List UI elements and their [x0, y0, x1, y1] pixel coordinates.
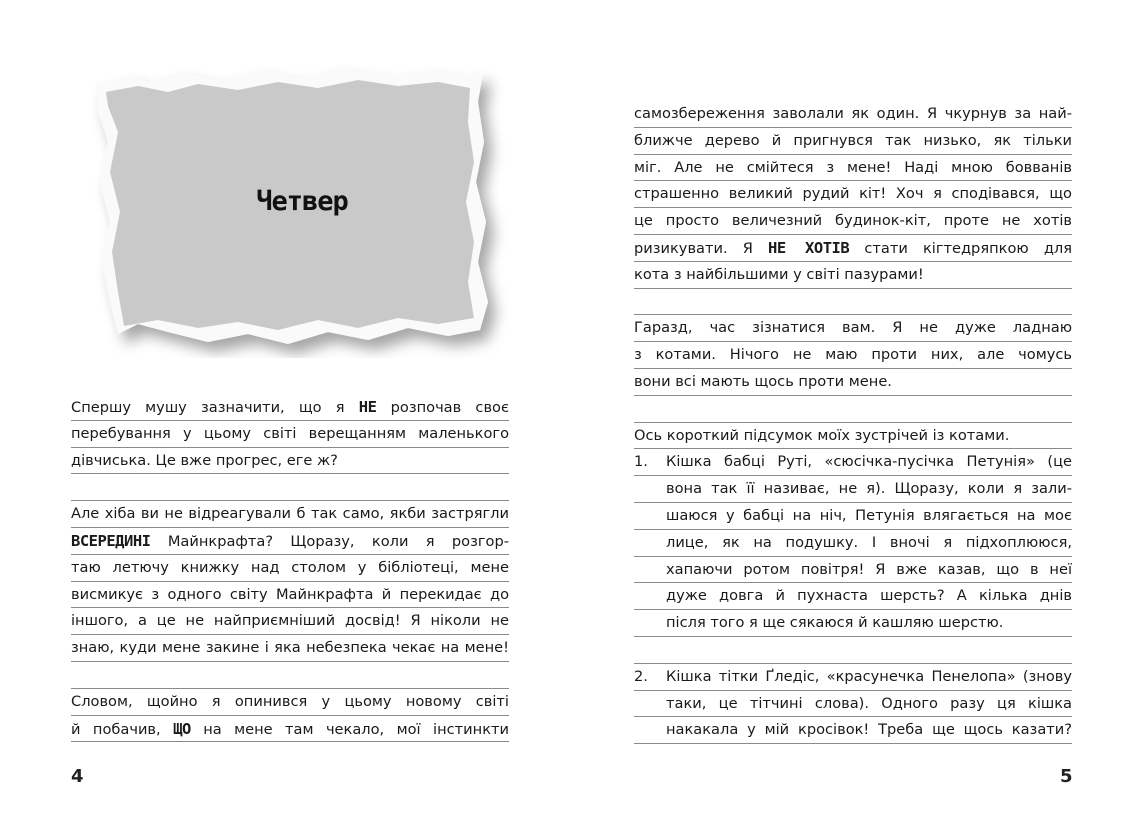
line-text [634, 208, 1072, 234]
chapter-title-card [88, 62, 516, 358]
text-span: Гаразд, час зізнатися вам. Я не дуже ладнаю [634, 319, 1072, 337]
line-text [666, 664, 1072, 690]
left-page-text [71, 394, 509, 742]
text-line [634, 530, 1072, 557]
text-line [71, 394, 509, 421]
text-span: Словом, щойно я опинився у цьому новому світі [71, 692, 509, 710]
list-number: 1. [634, 453, 648, 471]
text-line [71, 448, 509, 475]
line-text [634, 637, 1072, 663]
text-line [71, 582, 509, 609]
line-text [71, 689, 509, 715]
page-number-left: 4 [71, 766, 84, 787]
line-text [634, 423, 1072, 449]
text-line [634, 101, 1072, 128]
text-span: Майнкрафта? Щоразу, коли я розгор- [150, 532, 509, 550]
line-text [71, 716, 509, 742]
text-span: перебування у цьому світі верещанням маленького [71, 424, 509, 442]
blank-ruled-line [634, 396, 1072, 423]
line-text [634, 181, 1072, 207]
text-span: стати кігтедряпкою для [849, 239, 1072, 257]
text-line [634, 128, 1072, 155]
text-line [634, 557, 1072, 584]
line-text [71, 608, 509, 634]
line-text [666, 557, 1072, 583]
text-span: розпочав своє [376, 399, 509, 416]
line-text [71, 582, 509, 608]
text-line [634, 423, 1072, 450]
text-span: знаю, куди мене закине і яка небезпека чекає на мене! [71, 639, 509, 657]
emphasized-text: ЩО [173, 719, 191, 738]
text-span: ризикувати. Я [634, 239, 769, 257]
line-text [71, 394, 509, 420]
emphasized-text: НЕ ХОТІВ [768, 238, 850, 257]
text-span: таю летючу книжку над столом у бібліотеці, мене [71, 558, 509, 576]
line-text [71, 635, 509, 661]
line-text [71, 501, 509, 527]
text-line [71, 608, 509, 635]
text-span: дівчиська. Це вже прогрес, еге ж? [71, 451, 338, 469]
line-text [71, 448, 509, 474]
line-text [666, 476, 1072, 502]
text-line [634, 315, 1072, 342]
text-line [634, 691, 1072, 718]
text-span: іншого, а це не найприємніший досвід! Я ніколи не [71, 612, 509, 630]
text-span: дуже довга й пухнаста шерсть? А кілька днів [666, 587, 1072, 605]
text-span: лице, як на подушку. І вночі я підхоплююся, [666, 533, 1072, 551]
line-text [634, 289, 1072, 315]
text-span: страшенно великий рудий кіт! Хоч я сподівався, що [634, 185, 1072, 203]
text-line [71, 689, 509, 716]
text-line [71, 528, 509, 555]
text-line [634, 181, 1072, 208]
line-text [634, 315, 1072, 341]
right-page-text [634, 101, 1072, 744]
text-line [634, 449, 1072, 476]
text-span: міг. Але не смійтеся з мене! Наді мною бовванів [634, 158, 1072, 176]
chapter-title: Четвер [256, 185, 348, 217]
text-span: Але хіба ви не відреагували б так само, якби застрягли [71, 505, 509, 523]
text-span: самозбереження заволали як один. Я чкурнув за най- [634, 105, 1072, 122]
emphasized-text: НЕ [358, 398, 377, 416]
text-line [634, 503, 1072, 530]
line-text [666, 691, 1072, 717]
list-number: 2. [634, 667, 648, 685]
text-line [634, 235, 1072, 262]
text-span: таки, це тітчині слова). Одного разу ця кішка [666, 694, 1072, 712]
text-line [71, 555, 509, 582]
text-line [634, 155, 1072, 182]
text-span: з котами. Нічого не маю проти них, але чомусь [634, 346, 1072, 364]
line-text [666, 717, 1072, 743]
text-line [71, 421, 509, 448]
line-text [634, 128, 1072, 154]
text-span: вона так її називає, не я). Щоразу, коли я зали- [666, 480, 1072, 498]
line-text [666, 610, 1072, 636]
blank-ruled-line [71, 474, 509, 501]
line-text [634, 342, 1072, 368]
line-text [666, 583, 1072, 609]
blank-ruled-line [71, 662, 509, 689]
line-text [71, 528, 509, 554]
text-span: Кішка тітки Ґледіс, «красунечка Пенелопа» (знову [666, 667, 1072, 685]
text-span: Кішка бабці Руті, «сюсічка-пусічка Петунія» (це [666, 453, 1072, 471]
line-text [71, 474, 509, 500]
text-span: висмикує з одного світу Майнкрафта й перекидає до [71, 585, 509, 603]
text-line [634, 342, 1072, 369]
text-span: Спершу мушу зазначити, що я [71, 399, 359, 416]
line-text [634, 369, 1072, 395]
text-span: це просто величезний будинок-кіт, проте не хотів [634, 212, 1072, 230]
text-span: накакала у мій кросівок! Треба ще щось казати? [666, 721, 1072, 739]
line-text [71, 662, 509, 688]
text-span: й побачив, [71, 720, 174, 738]
line-text [71, 555, 509, 581]
line-text [634, 262, 1072, 288]
text-line [71, 635, 509, 662]
text-line [634, 262, 1072, 289]
page-number-right: 5 [1060, 766, 1073, 787]
text-span: кота з найбільшими у світі пазурами! [634, 265, 924, 283]
text-line [634, 369, 1072, 396]
line-text [634, 155, 1072, 181]
text-line [634, 476, 1072, 503]
line-text [634, 235, 1072, 261]
line-text [666, 530, 1072, 556]
text-line [634, 664, 1072, 691]
line-text [666, 449, 1072, 475]
text-span: ближче дерево й пригнувся так низько, як тільки [634, 131, 1072, 149]
text-span: після того я ще сякаюся й кашляю шерстю. [666, 614, 1004, 632]
text-span: хапаючи ротом повітря! Я вже казав, що в неї [666, 560, 1072, 578]
line-text [634, 101, 1072, 127]
line-text [634, 396, 1072, 422]
text-span: вони всі мають щось проти мене. [634, 372, 892, 390]
blank-ruled-line [634, 289, 1072, 316]
text-line [634, 583, 1072, 610]
emphasized-text: ВСЕРЕДИНІ [71, 531, 151, 550]
text-line [634, 208, 1072, 235]
text-span: на мене там чекало, мої інстинкти [190, 720, 509, 738]
text-line [71, 716, 509, 743]
line-text [666, 503, 1072, 529]
text-span: шаюся у бабці на ніч, Петунія влягається на моє [666, 506, 1072, 524]
blank-ruled-line [634, 637, 1072, 664]
line-text [71, 421, 509, 447]
text-span: Ось короткий підсумок моїх зустрічей із котами. [634, 426, 1010, 444]
text-line [71, 501, 509, 528]
text-line [634, 717, 1072, 744]
text-line [634, 610, 1072, 637]
